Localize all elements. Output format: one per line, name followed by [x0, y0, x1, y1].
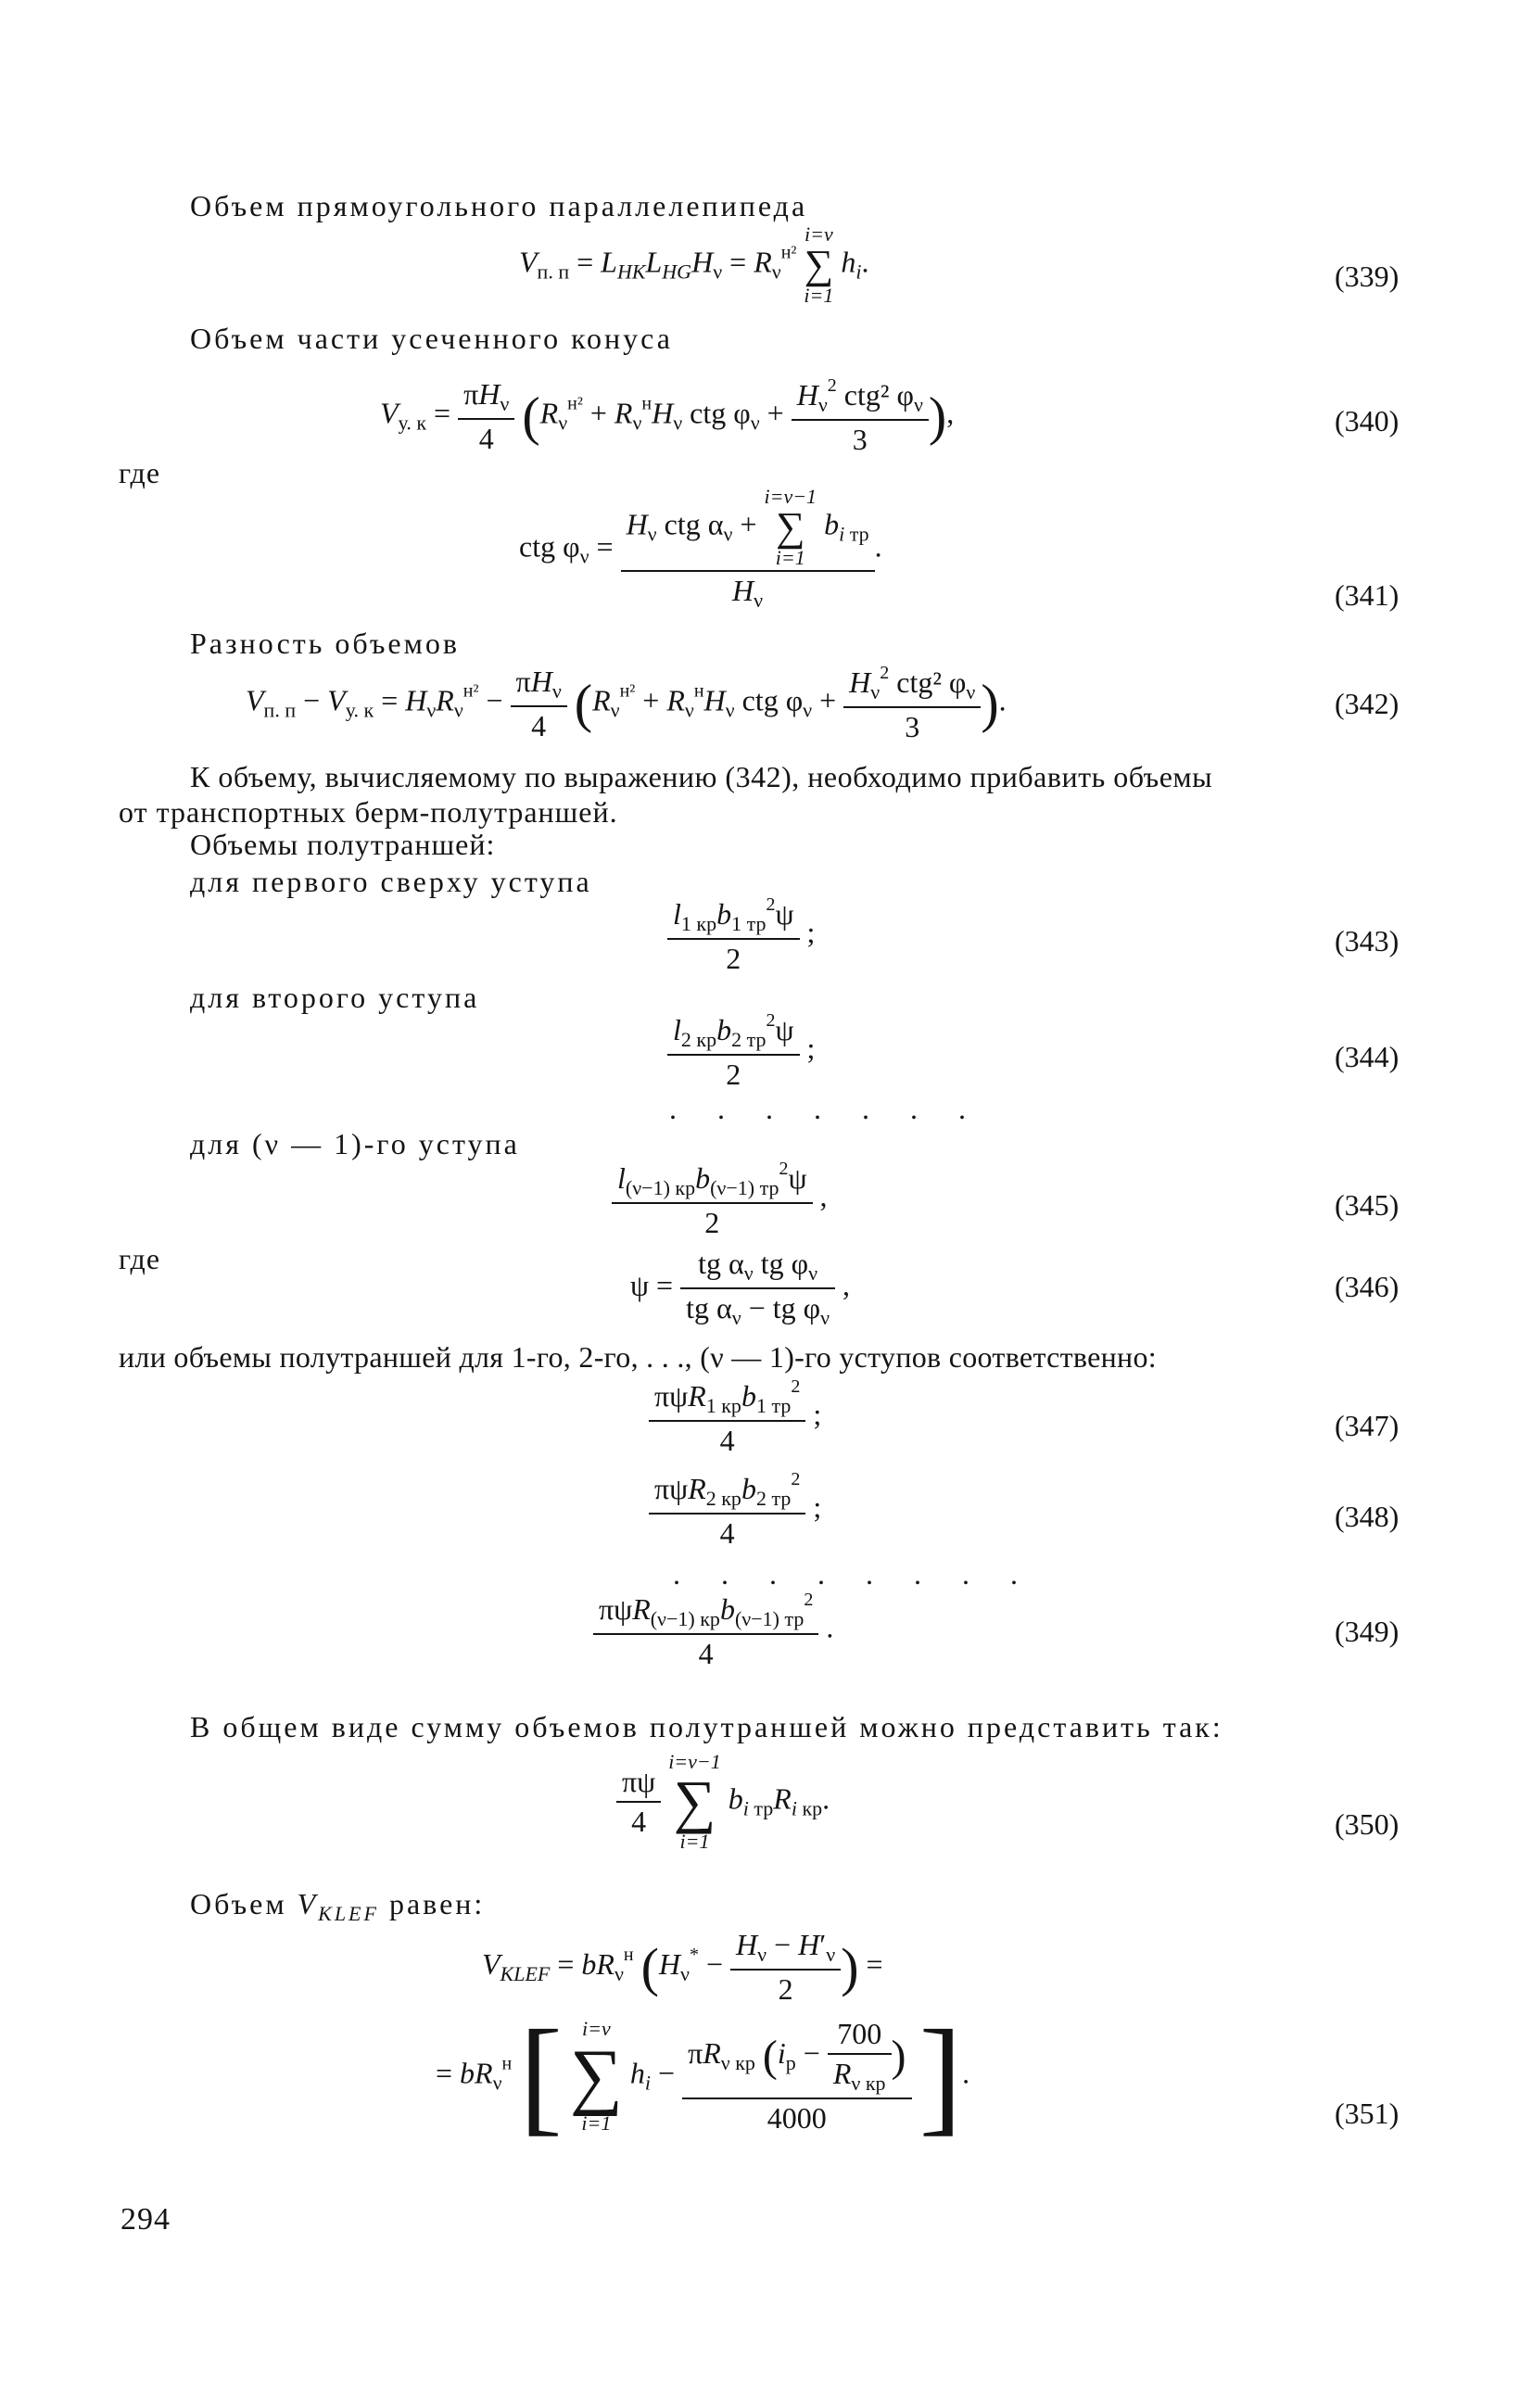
text-line: К объему, вычисляемому по выражению (342), необходимо прибавить объемы — [190, 760, 1213, 793]
text-line: для первого сверху уступа — [190, 865, 592, 898]
text-line: Разность объемов — [190, 627, 460, 660]
equation-number: (348) — [1335, 1500, 1400, 1533]
text-line: В общем виде сумму объемов полутраншей можно представить так: — [190, 1710, 1223, 1743]
equation-342: $V_{п. п} - V_{у. к} = H_\nu R_\nu^{н^2}$ − $\pi H_\nu$ 4 ($R_\nu^{н^2} + R_\nu^нH_\nu$ ctg $\varphi_\nu$ + $H_\nu^2$ ctg² $\varphi_\nu$ 3 ). — [246, 663, 1007, 743]
equation-number: (350) — [1335, 1807, 1400, 1841]
text-line: Объем части усеченного конуса — [190, 322, 673, 355]
page-number: 294 — [120, 2202, 171, 2237]
equation-number: (344) — [1335, 1040, 1400, 1073]
ellipsis: . . . . . . . — [669, 1092, 982, 1125]
equation-346: ψ = $\frac{tg \alpha_\nu tg \varphi_\nu}{tg \alpha_\nu - tg \varphi_\nu}$ , — [630, 1247, 851, 1329]
text-line: где — [119, 1242, 161, 1275]
equation-number: (347) — [1335, 1409, 1400, 1442]
text-line: Объем $V_{KLEF}$ равен: — [190, 1887, 486, 1925]
equation-number: (346) — [1335, 1270, 1400, 1303]
equation-number: (345) — [1335, 1188, 1400, 1222]
text-line: Объем прямоугольного параллелепипеда — [190, 189, 808, 222]
equation-349: $\pi\psi R_{(\nu-1) кр}b_{(\nu-1) тр}^2$ 4 . — [593, 1590, 833, 1671]
equation-339: $V_{п. п} = L_{HK}L_{HG}H_\nu = R_\nu^{н^2}$ i=ν ∑ i=1 $h_i$. — [519, 222, 869, 307]
text-line: Объемы полутраншей: — [190, 828, 496, 861]
equation-number: (341) — [1335, 578, 1400, 612]
equation-344: $l_{2 кр}b_{2 тр}^2\psi$ 2 ; — [667, 1010, 815, 1092]
equation-number: (339) — [1335, 260, 1400, 293]
equation-number: (342) — [1335, 687, 1400, 720]
equation-number: (343) — [1335, 924, 1400, 957]
text-line: для (ν — 1)-го уступа — [190, 1127, 520, 1160]
ellipsis: . . . . . . . . — [673, 1557, 1034, 1591]
equation-347: $\pi\psi R_{1 кр}b_{1 тр}^2$ 4 ; — [649, 1376, 821, 1458]
text-line: для второго уступа — [190, 981, 480, 1014]
equation-number: (351) — [1335, 2097, 1400, 2130]
equation-number: (349) — [1335, 1615, 1400, 1648]
equation-351-line-1: $V_{KLEF} = bR_\nu^н$ ($H_\nu^*$ − $\frac{H_\nu - H'_\nu}{2}$ ) = — [482, 1928, 883, 2006]
equation-345: $l_{(\nu-1) кр}b_{(\nu-1) тр}^2\psi$ 2 , — [612, 1159, 828, 1240]
equation-340: $V_{у. к}$ = $\pi H_\nu$ 4 ($R_\nu^{н^2} + R_\nu^нH_\nu$ ctg $\varphi_\nu$ + $H_\nu^2$ ctg² $\varphi_\nu$ 3 ), — [380, 375, 955, 456]
text-line: где — [119, 456, 161, 489]
equation-351-line-2: = $bR_\nu^н$ [ i=ν ∑ i=1 $h_i$ − $\pi R_{\nu кр}$ ($i_р$ − 700 $R_{\nu кр}$ ) 4000 ]. — [436, 2004, 970, 2148]
equation-number: (340) — [1335, 404, 1400, 437]
text-line: или объемы полутраншей для 1-го, 2-го, . . ., (ν — 1)-го уступов соответственно: — [119, 1340, 1157, 1374]
text-line: от транспортных берм-полутраншей. — [119, 795, 618, 829]
equation-343: $l_{1 кр}b_{1 тр}^2\psi$ 2 ; — [667, 894, 815, 976]
equation-348: $\pi\psi R_{2 кр}b_{2 тр}^2$ 4 ; — [649, 1469, 821, 1551]
equation-350: $\frac{\pi\psi}{4}$ i=ν−1 ∑ i=1 $b_{i тр}R_{i кр}$. — [616, 1752, 830, 1852]
equation-341: ctg $\varphi_\nu$ = $H_\nu$ ctg $\alpha_\nu$ + i=ν−1 ∑ i=1 $b_{i тр}$ $H_\nu$ . — [519, 485, 882, 612]
